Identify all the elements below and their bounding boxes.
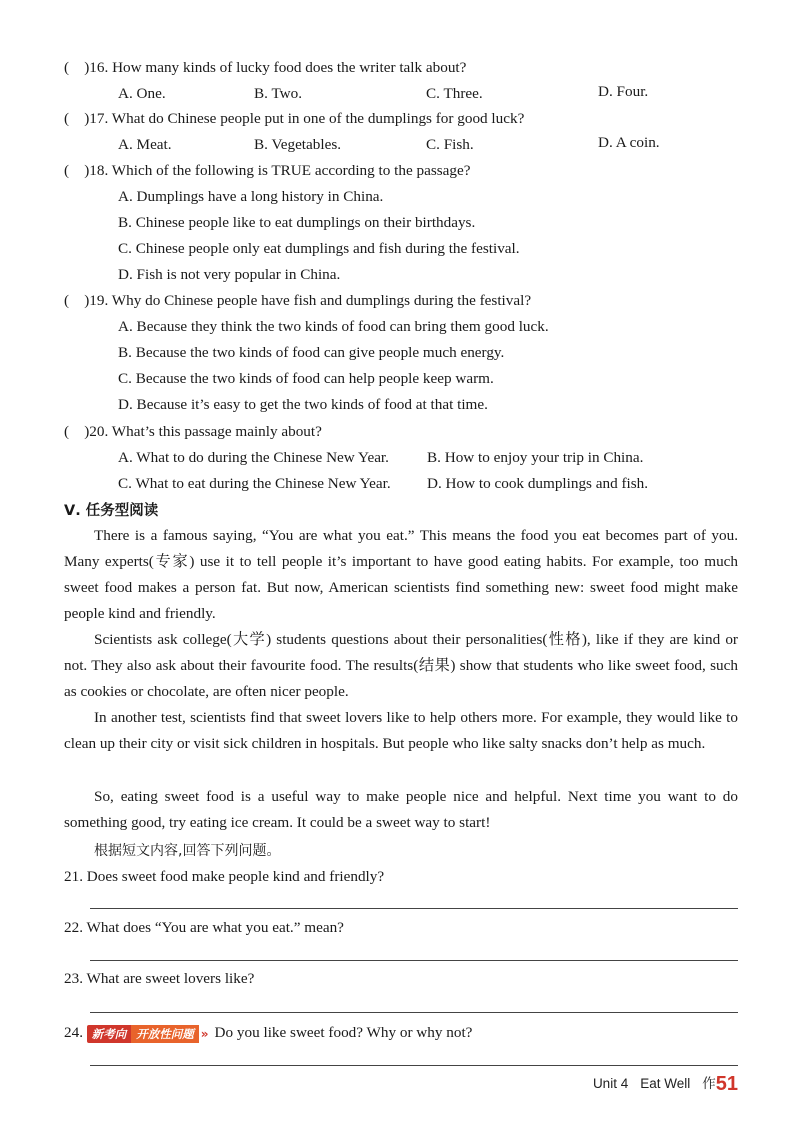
- passage-p3-text: In another test, scientists find that sweet lovers like to help others more. For example, they would like to clean up their city or visit sick children in hospitals. But people who like salty snacks don’t help as much.: [64, 709, 738, 752]
- footer-label: 作: [702, 1076, 716, 1091]
- page-footer: [593, 1072, 738, 1096]
- open-question-tag: 开放性问题: [131, 1025, 199, 1043]
- question-22: 22. What does “You are what you eat.” mean?: [64, 919, 344, 936]
- passage-paragraph-1: [64, 523, 738, 627]
- question-24-number: 24.: [64, 1024, 83, 1041]
- new-trend-tag: 新考向: [87, 1025, 132, 1043]
- q17-option-c: C. Fish.: [426, 136, 474, 153]
- question-24: [64, 1024, 472, 1043]
- passage-p1-text: There is a famous saying, “You are what you eat.” This means the food you eat becomes part of you. Many experts(专家) use it to tell people it’s important to have good eating habits. For example, too much sweet food makes a person fat. But now, American scientists find something new: sweet food might make people kind and friendly.: [64, 527, 738, 622]
- q18-option-d: D. Fish is not very popular in China.: [118, 266, 341, 283]
- question-17-stem: ( )17. What do Chinese people put in one of the dumplings for good luck?: [64, 110, 525, 127]
- q16-option-c: C. Three.: [426, 85, 483, 102]
- q17-option-b: B. Vegetables.: [254, 136, 342, 153]
- instruction-text: 根据短文内容,回答下列问题。: [94, 843, 281, 859]
- answer-line-22[interactable]: [90, 960, 738, 961]
- q19-option-d: D. Because it’s easy to get the two kinds of food at that time.: [118, 396, 488, 413]
- q16-option-b: B. Two.: [254, 85, 303, 102]
- question-19-stem: ( )19. Why do Chinese people have fish and dumplings during the festival?: [64, 292, 532, 309]
- footer-unit: Unit 4: [592, 1076, 629, 1091]
- section-heading: Ⅴ. 任务型阅读: [64, 503, 159, 519]
- q18-option-a: A. Dumplings have a long history in China.: [118, 188, 384, 205]
- passage-p2-text: Scientists ask college(大学) students questions about their personalities(性格), like if they are kind or not. They also ask about their favourite food. The results(结果) show that students who like sweet food, such as cookies or chocolate, are often nicer people.: [64, 631, 738, 700]
- question-16-stem: ( )16. How many kinds of lucky food does the writer talk about?: [64, 59, 467, 76]
- passage-paragraph-4: [64, 784, 738, 836]
- question-24-text: Do you like sweet food? Why or why not?: [214, 1024, 473, 1041]
- question-23: 23. What are sweet lovers like?: [64, 970, 255, 987]
- q18-option-b: B. Chinese people like to eat dumplings on their birthdays.: [118, 214, 476, 231]
- question-18-stem: ( )18. Which of the following is TRUE according to the passage?: [64, 162, 471, 179]
- q20-option-a: A. What to do during the Chinese New Year.: [118, 449, 389, 466]
- q18-option-c: C. Chinese people only eat dumplings and fish during the festival.: [118, 240, 520, 257]
- q19-option-b: B. Because the two kinds of food can give people much energy.: [118, 344, 505, 361]
- q16-option-d: D. Four.: [598, 83, 649, 100]
- q19-option-a: A. Because they think the two kinds of food can bring them good luck.: [118, 318, 549, 335]
- q20-option-d: D. How to cook dumplings and fish.: [427, 475, 649, 492]
- passage-paragraph-2: [64, 627, 738, 705]
- question-20-stem: ( )20. What’s this passage mainly about?: [64, 423, 322, 440]
- answer-line-21[interactable]: [90, 908, 738, 909]
- double-chevron-icon: »: [200, 1026, 209, 1041]
- q20-option-c: C. What to eat during the Chinese New Year.: [118, 475, 391, 492]
- page-number: 51: [715, 1073, 738, 1095]
- question-21: 21. Does sweet food make people kind and friendly?: [64, 868, 385, 885]
- q17-option-a: A. Meat.: [118, 136, 172, 153]
- answer-line-24[interactable]: [90, 1065, 738, 1066]
- passage-p4-text: So, eating sweet food is a useful way to make people nice and helpful. Next time you want to do something good, try eating ice cream. It could be a sweet way to start!: [64, 788, 738, 831]
- passage-paragraph-3: [64, 705, 738, 757]
- q19-option-c: C. Because the two kinds of food can help people keep warm.: [118, 370, 494, 387]
- answer-line-23[interactable]: [90, 1012, 738, 1013]
- q17-option-d: D. A coin.: [598, 134, 660, 151]
- footer-title: Eat Well: [640, 1076, 691, 1091]
- q20-option-b: B. How to enjoy your trip in China.: [427, 449, 644, 466]
- q16-option-a: A. One.: [118, 85, 166, 102]
